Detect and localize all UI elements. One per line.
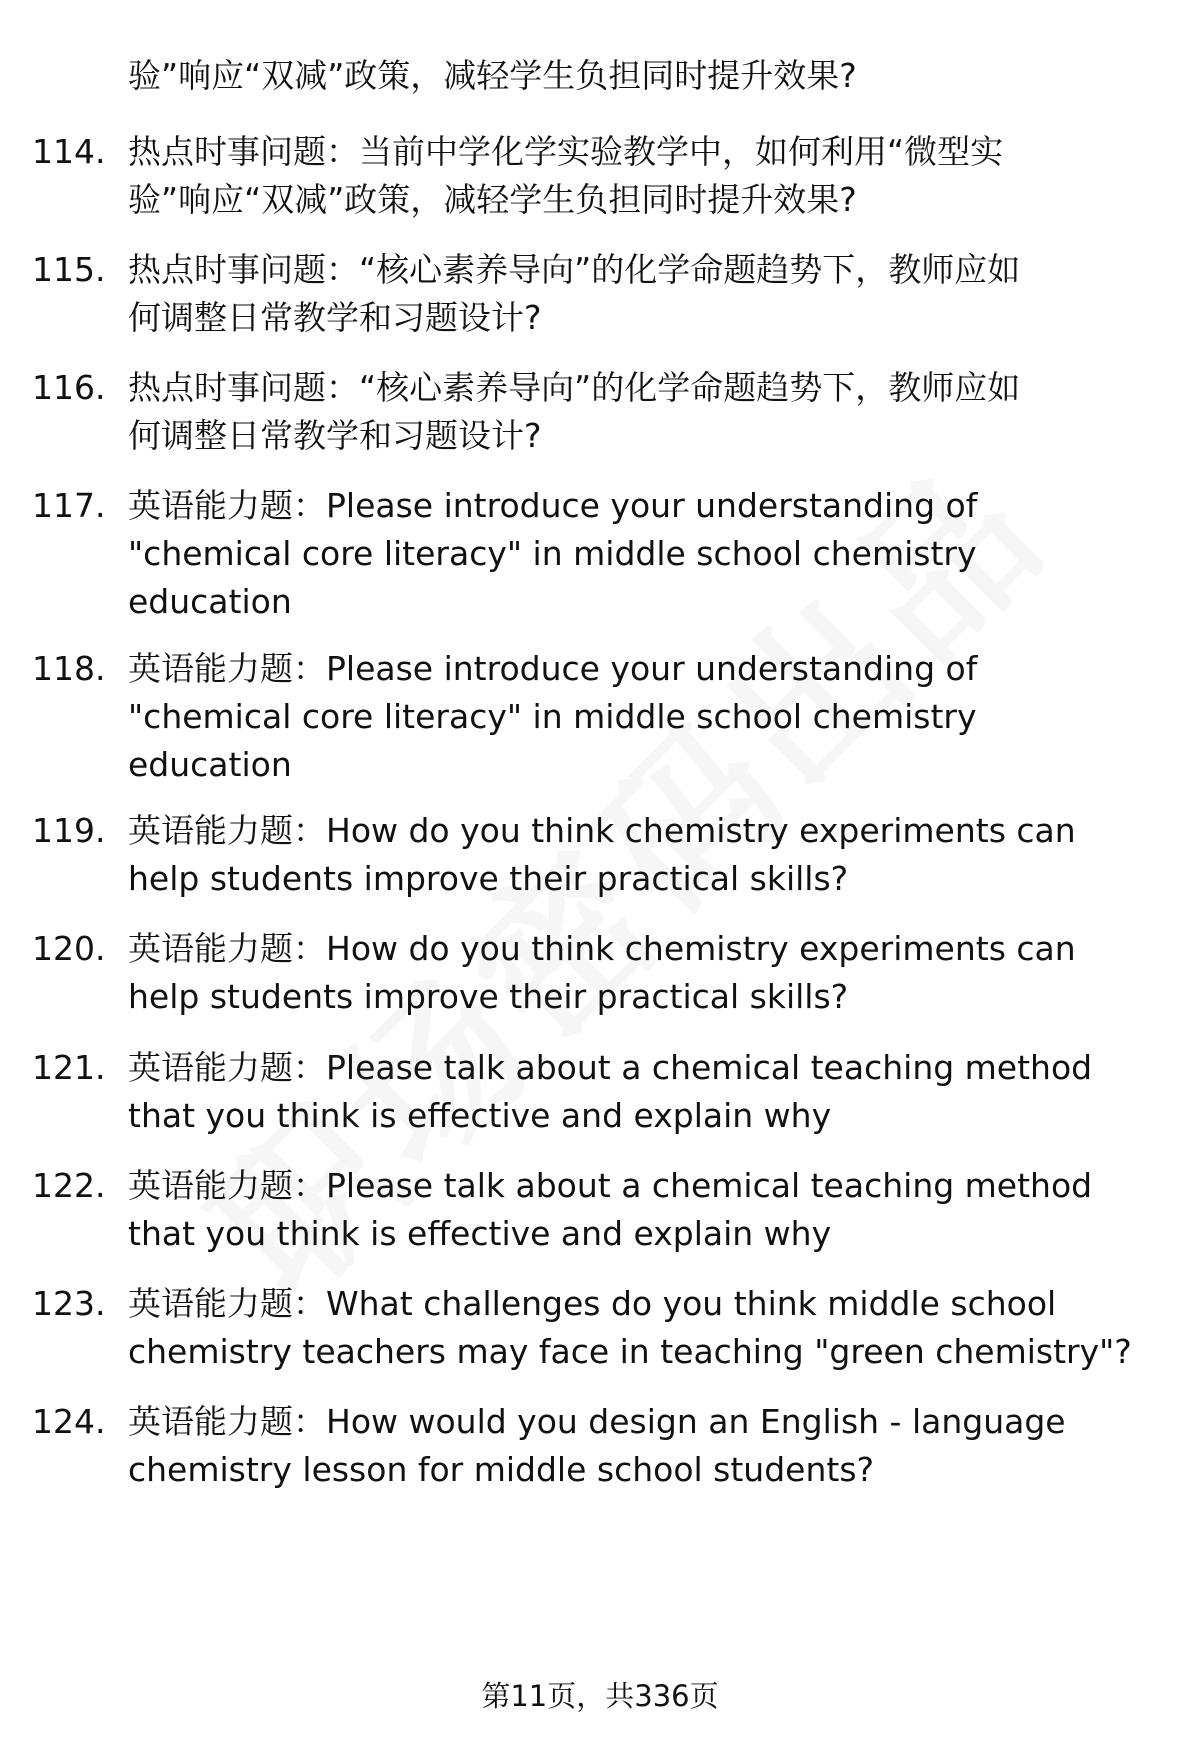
question-line: help students improve their practical skills?	[128, 859, 849, 898]
question-line: 热点时事问题：“核心素养导向”的化学命题趋势下，教师应如	[128, 368, 1021, 407]
question-number: 114.	[32, 132, 106, 171]
question-text	[128, 128, 1173, 224]
question-line: that you think is effective and explain why	[128, 1096, 832, 1135]
question-line: 英语能力题：Please talk about a chemical teaching method	[128, 1048, 1093, 1087]
question-line: that you think is effective and explain why	[128, 1214, 832, 1253]
question-number: 120.	[32, 929, 106, 968]
question-line: 何调整日常教学和习题设计?	[128, 416, 542, 455]
question-number: 119.	[32, 811, 106, 850]
continued-question-line: 验”响应“双减”政策，减轻学生负担同时提升效果?	[128, 56, 857, 95]
question-line: 英语能力题：How would you design an English - language	[128, 1402, 1066, 1441]
question-line: chemistry teachers may face in teaching "green chemistry"?	[128, 1332, 1132, 1371]
question-line: 英语能力题：Please introduce your understanding of	[128, 486, 978, 525]
question-text	[128, 482, 1173, 626]
question-line: 何调整日常教学和习题设计?	[128, 298, 542, 337]
question-number: 122.	[32, 1166, 106, 1205]
question-line: 验”响应“双减”政策，减轻学生负担同时提升效果?	[128, 180, 857, 219]
question-text	[128, 1280, 1173, 1376]
question-line: help students improve their practical skills?	[128, 977, 849, 1016]
question-line: chemistry lesson for middle school students?	[128, 1450, 875, 1489]
question-number: 121.	[32, 1048, 106, 1087]
question-line: 热点时事问题：当前中学化学实验教学中，如何利用“微型实	[128, 132, 1004, 171]
page-footer: 第11页，共336页	[481, 1679, 719, 1713]
question-text	[128, 1044, 1173, 1140]
question-line: 英语能力题：What challenges do you think middle school	[128, 1284, 1057, 1323]
question-number: 118.	[32, 649, 106, 688]
question-number: 117.	[32, 486, 106, 525]
question-line: 英语能力题：Please talk about a chemical teaching method	[128, 1166, 1093, 1205]
question-line: "chemical core literacy" in middle school chemistry	[128, 697, 977, 736]
question-text	[128, 807, 1173, 903]
question-line: "chemical core literacy" in middle school chemistry	[128, 534, 977, 573]
question-line: education	[128, 582, 292, 621]
question-line: 英语能力题：How do you think chemistry experiments can	[128, 811, 1076, 850]
question-number: 116.	[32, 368, 106, 407]
question-text	[128, 246, 1173, 342]
question-text	[128, 645, 1173, 789]
question-line: 热点时事问题：“核心素养导向”的化学命题趋势下，教师应如	[128, 250, 1021, 289]
question-text	[128, 1162, 1173, 1258]
question-line: education	[128, 745, 292, 784]
question-text	[128, 1398, 1173, 1494]
question-number: 115.	[32, 250, 106, 289]
question-text	[128, 364, 1173, 460]
question-text	[128, 925, 1173, 1021]
question-line: 英语能力题：Please introduce your understanding of	[128, 649, 978, 688]
question-number: 124.	[32, 1402, 106, 1441]
question-line: 英语能力题：How do you think chemistry experiments can	[128, 929, 1076, 968]
question-number: 123.	[32, 1284, 106, 1323]
